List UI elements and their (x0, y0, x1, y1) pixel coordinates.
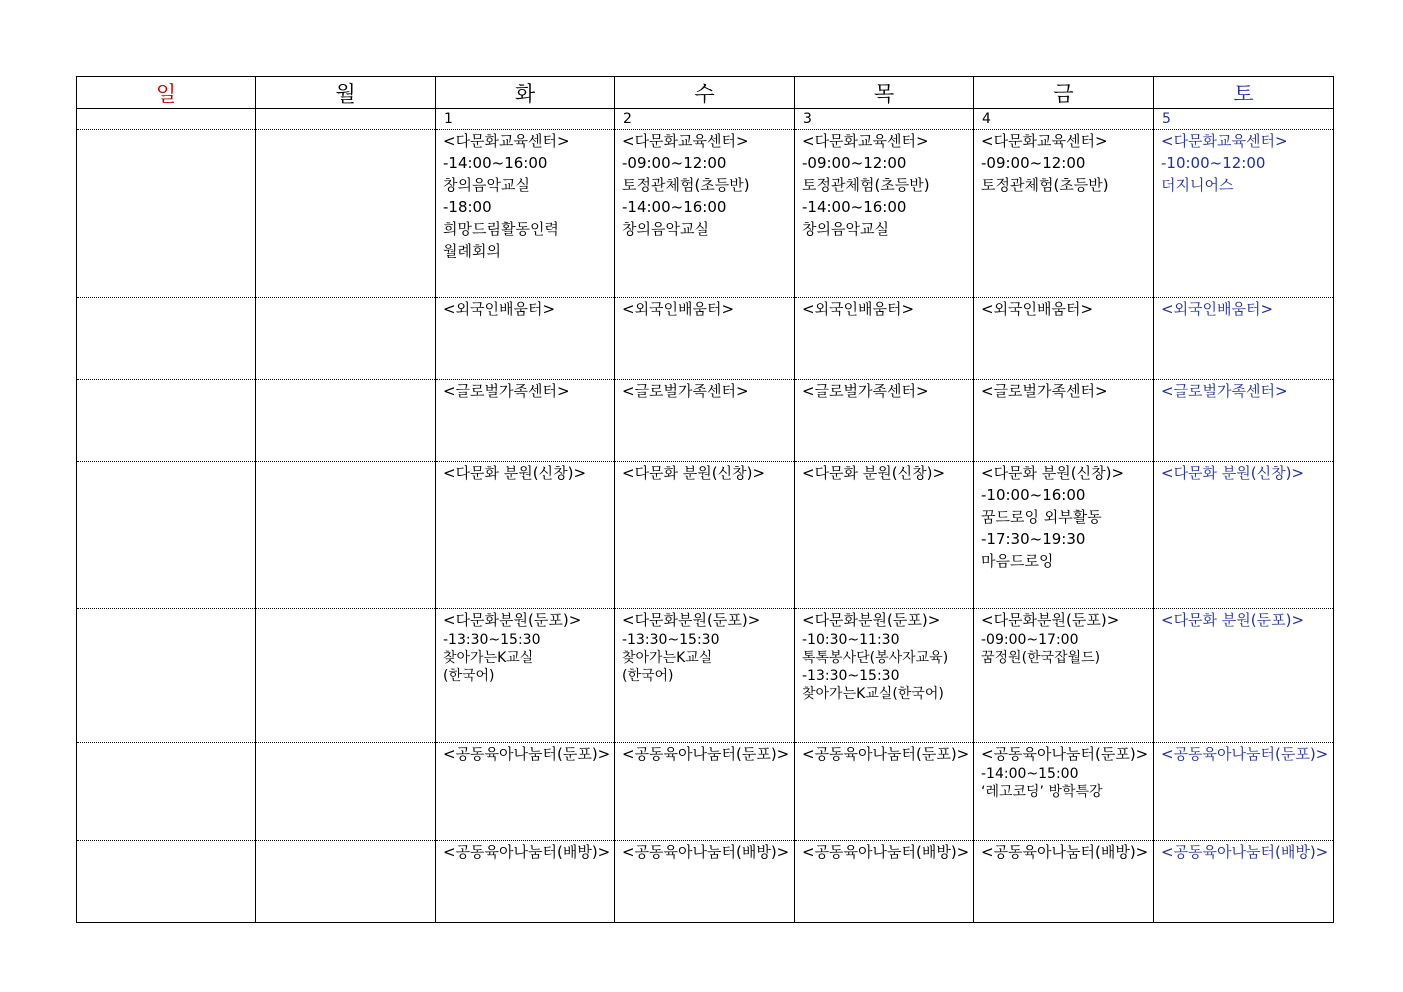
program-detail: 토정관체험(초등반) (622, 176, 750, 194)
schedule-row (77, 130, 1334, 298)
program-title: <다문화분원(둔포)> (622, 611, 761, 629)
program-title: <글로벌가족센터> (622, 382, 749, 400)
schedule-entry (436, 609, 614, 685)
program-title: <외국인배움터> (981, 300, 1094, 318)
program-detail: 찾아가는K교실 (443, 650, 534, 666)
program-title: <공동육아나눔터(배방)> (1161, 843, 1329, 861)
schedule-cell (256, 609, 436, 743)
schedule-entry (1154, 298, 1333, 320)
schedule-cell (256, 841, 436, 923)
schedule-cell (77, 841, 256, 923)
weekday-sun: 일 (77, 77, 256, 109)
program-detail: -13:30~15:30 (622, 632, 720, 648)
schedule-cell (795, 462, 974, 609)
schedule-cell (77, 743, 256, 841)
schedule-cell (795, 609, 974, 743)
program-detail: 더지니어스 (1161, 176, 1234, 194)
program-detail: (한국어) (443, 668, 495, 684)
schedule-cell (77, 130, 256, 298)
weekday-fri: 금 (974, 77, 1154, 109)
program-title: <다문화분원(둔포)> (443, 611, 582, 629)
program-detail: 토정관체험(초등반) (802, 176, 930, 194)
date-number: 3 (803, 111, 812, 127)
schedule-cell (795, 380, 974, 462)
date-number: 1 (444, 111, 453, 127)
weekday-header-row (77, 77, 1334, 109)
schedule-entry (436, 743, 614, 765)
program-detail: -14:00~16:00 (622, 198, 727, 216)
schedule-cell (974, 130, 1154, 298)
schedule-cell (795, 298, 974, 380)
schedule-entry (795, 130, 973, 240)
schedule-entry (615, 130, 794, 240)
program-detail: -18:00 (443, 198, 492, 216)
schedule-cell (256, 298, 436, 380)
schedule-cell (615, 743, 795, 841)
weekday-mon: 월 (256, 77, 436, 109)
schedule-row (77, 841, 1334, 923)
program-title: <외국인배움터> (1161, 300, 1274, 318)
schedule-cell (615, 298, 795, 380)
date-cell (436, 109, 615, 130)
schedule-entry (436, 462, 614, 484)
program-detail: -09:00~17:00 (981, 632, 1079, 648)
program-title: <공동육아나눔터(배방)> (981, 843, 1149, 861)
program-title: <공동육아나눔터(둔포)> (981, 745, 1149, 763)
schedule-cell (256, 130, 436, 298)
program-title: <다문화교육센터> (1161, 132, 1288, 150)
schedule-entry (615, 743, 794, 765)
schedule-entry (436, 130, 614, 262)
program-detail: -13:30~15:30 (802, 668, 900, 684)
schedule-cell (615, 462, 795, 609)
program-title: <다문화교육센터> (443, 132, 570, 150)
schedule-cell (615, 130, 795, 298)
schedule-entry (1154, 462, 1333, 484)
schedule-cell (974, 380, 1154, 462)
schedule-cell (436, 743, 615, 841)
program-detail: 희망드림활동인력 (443, 220, 559, 238)
schedule-entry (974, 609, 1153, 667)
program-detail: -14:00~15:00 (981, 766, 1079, 782)
schedule-cell (795, 841, 974, 923)
schedule-cell (256, 462, 436, 609)
program-detail: -14:00~16:00 (802, 198, 907, 216)
program-title: <글로벌가족센터> (802, 382, 929, 400)
schedule-cell (1154, 841, 1334, 923)
program-title: <다문화교육센터> (622, 132, 749, 150)
schedule-entry (974, 130, 1153, 196)
schedule-cell (795, 743, 974, 841)
schedule-row (77, 298, 1334, 380)
schedule-row (77, 380, 1334, 462)
schedule-entry (615, 380, 794, 402)
schedule-entry (795, 380, 973, 402)
program-detail: (한국어) (622, 668, 674, 684)
schedule-entry (795, 298, 973, 320)
schedule-entry (1154, 130, 1333, 196)
schedule-cell (436, 380, 615, 462)
program-title: <공동육아나눔터(둔포)> (622, 745, 790, 763)
schedule-entry (795, 609, 973, 703)
date-number: 5 (1162, 111, 1171, 127)
schedule-cell (1154, 298, 1334, 380)
schedule-cell (974, 841, 1154, 923)
program-title: <다문화교육센터> (981, 132, 1108, 150)
schedule-entry (436, 298, 614, 320)
schedule-cell (795, 130, 974, 298)
program-detail: 월례회의 (443, 242, 501, 260)
date-cell (77, 109, 256, 130)
program-title: <공동육아나눔터(배방)> (802, 843, 970, 861)
program-detail: ‘레고코딩’ 방학특강 (981, 784, 1103, 800)
program-title: <외국인배움터> (443, 300, 556, 318)
program-detail: 꿈드로잉 외부활동 (981, 508, 1102, 526)
schedule-entry (974, 462, 1153, 572)
schedule-cell (436, 130, 615, 298)
program-title: <글로벌가족센터> (443, 382, 570, 400)
schedule-entry (1154, 609, 1333, 631)
schedule-cell (436, 841, 615, 923)
program-title: <외국인배움터> (622, 300, 735, 318)
schedule-entry (974, 743, 1153, 801)
schedule-row (77, 462, 1334, 609)
program-title: <공동육아나눔터(배방)> (443, 843, 611, 861)
weekday-wed: 수 (615, 77, 795, 109)
schedule-cell (256, 380, 436, 462)
program-detail: -09:00~12:00 (622, 154, 727, 172)
program-title: <다문화 분원(신창)> (622, 464, 766, 482)
program-detail: -09:00~12:00 (802, 154, 907, 172)
program-title: <다문화 분원(신창)> (1161, 464, 1305, 482)
schedule-row (77, 609, 1334, 743)
date-number: 2 (623, 111, 632, 127)
schedule-cell (256, 743, 436, 841)
schedule-entry (795, 743, 973, 765)
weekday-sat: 토 (1154, 77, 1334, 109)
schedule-cell (974, 298, 1154, 380)
date-cell (615, 109, 795, 130)
program-title: <다문화 분원(신창)> (802, 464, 946, 482)
schedule-entry (615, 298, 794, 320)
schedule-entry (974, 380, 1153, 402)
program-detail: -17:30~19:30 (981, 530, 1086, 548)
calendar-table (76, 76, 1334, 923)
schedule-entry (615, 841, 794, 863)
program-title: <글로벌가족센터> (1161, 382, 1288, 400)
schedule-entry (974, 298, 1153, 320)
schedule-entry (436, 841, 614, 863)
program-title: <공동육아나눔터(둔포)> (1161, 745, 1329, 763)
program-detail: 꿈정원(한국잡월드) (981, 650, 1101, 666)
weekday-thu: 목 (795, 77, 974, 109)
date-cell (795, 109, 974, 130)
schedule-cell (1154, 462, 1334, 609)
schedule-row (77, 743, 1334, 841)
schedule-cell (615, 609, 795, 743)
schedule-entry (436, 380, 614, 402)
schedule-entry (615, 462, 794, 484)
schedule-cell (77, 462, 256, 609)
program-title: <글로벌가족센터> (981, 382, 1108, 400)
program-detail: 토정관체험(초등반) (981, 176, 1109, 194)
date-cell (1154, 109, 1334, 130)
program-detail: -09:00~12:00 (981, 154, 1086, 172)
schedule-entry (1154, 743, 1333, 765)
schedule-entry (1154, 380, 1333, 402)
program-detail: 톡톡봉사단(봉사자교육) (802, 650, 949, 666)
program-detail: -14:00~16:00 (443, 154, 548, 172)
program-title: <다문화분원(둔포)> (981, 611, 1120, 629)
program-detail: -10:00~16:00 (981, 486, 1086, 504)
schedule-cell (974, 609, 1154, 743)
schedule-cell (1154, 743, 1334, 841)
schedule-cell (436, 298, 615, 380)
schedule-cell (615, 380, 795, 462)
program-title: <다문화교육센터> (802, 132, 929, 150)
program-title: <공동육아나눔터(둔포)> (443, 745, 611, 763)
schedule-cell (974, 462, 1154, 609)
schedule-cell (77, 609, 256, 743)
program-title: <다문화 분원(신창)> (443, 464, 587, 482)
program-detail: -10:00~12:00 (1161, 154, 1266, 172)
program-detail: 찾아가는K교실(한국어) (802, 686, 944, 702)
schedule-cell (1154, 380, 1334, 462)
schedule-cell (974, 743, 1154, 841)
program-detail: 창의음악교실 (622, 220, 709, 238)
program-detail: -13:30~15:30 (443, 632, 541, 648)
schedule-cell (77, 380, 256, 462)
date-cell (974, 109, 1154, 130)
weekday-tue: 화 (436, 77, 615, 109)
program-title: <다문화분원(둔포)> (802, 611, 941, 629)
program-title: <다문화 분원(둔포)> (1161, 611, 1305, 629)
program-detail: 창의음악교실 (443, 176, 530, 194)
program-detail: 창의음악교실 (802, 220, 889, 238)
schedule-entry (615, 609, 794, 685)
schedule-entry (795, 841, 973, 863)
program-title: <외국인배움터> (802, 300, 915, 318)
schedule-cell (77, 298, 256, 380)
schedule-cell (615, 841, 795, 923)
program-detail: 찾아가는K교실 (622, 650, 713, 666)
program-title: <공동육아나눔터(둔포)> (802, 745, 970, 763)
schedule-cell (1154, 609, 1334, 743)
program-detail: -10:30~11:30 (802, 632, 900, 648)
date-row (77, 109, 1334, 130)
date-cell (256, 109, 436, 130)
schedule-cell (1154, 130, 1334, 298)
date-number: 4 (982, 111, 991, 127)
schedule-entry (795, 462, 973, 484)
program-title: <공동육아나눔터(배방)> (622, 843, 790, 861)
program-title: <다문화 분원(신창)> (981, 464, 1125, 482)
schedule-cell (436, 609, 615, 743)
schedule-cell (436, 462, 615, 609)
program-detail: 마음드로잉 (981, 552, 1054, 570)
schedule-entry (974, 841, 1153, 863)
schedule-entry (1154, 841, 1333, 863)
